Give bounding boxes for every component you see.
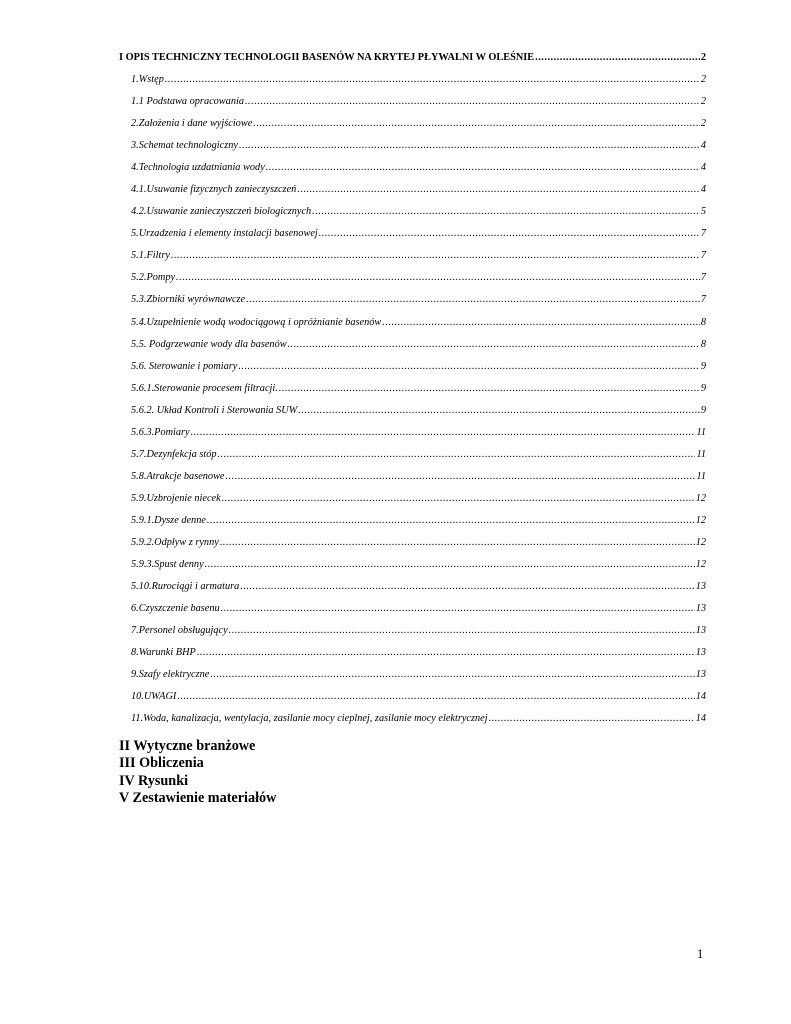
toc-entry-title: 5.6.3.Pomiary <box>131 426 190 438</box>
toc-entry[interactable] <box>131 140 706 162</box>
toc-entry[interactable] <box>131 647 706 669</box>
toc-entry[interactable] <box>131 96 706 118</box>
toc-entry[interactable] <box>131 493 706 515</box>
toc-leader-dots <box>319 228 700 239</box>
toc-leader-dots <box>297 184 700 195</box>
toc-entry-title: 5.9.2.Odpływ z rynny <box>131 536 219 548</box>
toc-entry-page: 12 <box>695 514 706 526</box>
toc-leader-dots <box>246 294 700 305</box>
toc-leader-dots <box>239 140 700 151</box>
toc-entry[interactable] <box>131 581 706 603</box>
toc-entry[interactable] <box>131 383 706 405</box>
toc-entry[interactable] <box>131 294 706 316</box>
section-heading: III Obliczenia <box>119 755 204 772</box>
toc-entry-page: 13 <box>695 647 706 659</box>
toc-entry[interactable] <box>131 713 706 735</box>
toc-leader-dots <box>191 427 696 438</box>
table-of-contents <box>131 74 706 735</box>
toc-entry-page: 11 <box>696 426 706 438</box>
toc-entry-page: 13 <box>695 669 706 681</box>
toc-entry-title: 5.Urzadzenia i elementy instalacji basenowej <box>131 228 318 240</box>
toc-entry[interactable] <box>131 559 706 581</box>
toc-leader-dots <box>197 647 695 658</box>
toc-entry-page: 9 <box>700 404 706 416</box>
toc-entry-page: 2 <box>700 118 706 130</box>
toc-leader-dots <box>165 74 700 85</box>
toc-entry-title: 5.8.Atrakcje basenowe <box>131 470 225 482</box>
toc-leader-dots <box>288 339 700 350</box>
toc-leader-dots <box>176 272 700 283</box>
toc-entry-title: 3.Schemat technologiczny <box>131 140 238 152</box>
toc-leader-dots <box>298 405 700 416</box>
section-heading: II Wytyczne branżowe <box>119 738 256 754</box>
toc-entry-title: 11.Woda, kanalizacja, wentylacja, zasilanie mocy cieplnej, zasilanie mocy elektrycznej <box>131 713 488 725</box>
toc-entry[interactable] <box>131 669 706 691</box>
toc-entry[interactable] <box>131 405 706 427</box>
toc-entry-page: 13 <box>695 581 706 593</box>
toc-entry[interactable] <box>131 427 706 449</box>
toc-entry-page: 4 <box>700 140 706 152</box>
toc-entry[interactable] <box>131 471 706 493</box>
toc-entry-page: 7 <box>700 294 706 306</box>
toc-entry[interactable] <box>131 206 706 228</box>
toc-main-heading-title: I OPIS TECHNICZNY TECHNOLOGII BASENÓW NA KRYTEJ PŁYWALNI W OLEŚNIE <box>119 52 535 63</box>
toc-entry-title: 5.4.Uzupełnienie wodą wodociągową i opróżnianie basenów <box>131 316 382 328</box>
toc-entry-page: 13 <box>695 603 706 615</box>
section-heading: IV Rysunki <box>119 772 189 789</box>
toc-entry-title: 10.UWAGI <box>131 691 177 703</box>
toc-entry-page: 12 <box>695 559 706 571</box>
toc-leader-dots <box>171 250 700 261</box>
toc-entry-title: 5.9.1.Dysze denne <box>131 514 206 526</box>
toc-leader-dots <box>266 162 700 173</box>
toc-leader-dots <box>489 713 695 724</box>
toc-entry-title: 2.Założenia i dane wyjściowe <box>131 118 253 130</box>
toc-main-heading[interactable] <box>119 52 706 63</box>
document-sections <box>119 738 276 807</box>
toc-entry-page: 11 <box>696 448 706 460</box>
toc-entry-page: 8 <box>700 316 706 328</box>
toc-leader-dots <box>240 581 694 592</box>
section-heading: V Zestawienie materiałów <box>119 789 277 806</box>
toc-entry-title: 5.6. Sterowanie i pomiary <box>131 360 238 372</box>
toc-entry[interactable] <box>131 118 706 140</box>
toc-entry[interactable] <box>131 449 706 471</box>
toc-entry[interactable] <box>131 339 706 361</box>
toc-leader-dots <box>210 669 694 680</box>
toc-entry[interactable] <box>131 317 706 339</box>
toc-entry-title: 5.1.Filtry <box>131 250 170 262</box>
toc-entry[interactable] <box>131 74 706 96</box>
toc-entry-title: 5.6.1.Sterowanie procesem filtracji. <box>131 382 278 394</box>
toc-leader-dots <box>222 493 695 504</box>
toc-entry-page: 7 <box>700 272 706 284</box>
toc-entry-title: 5.9.3.Spust denny <box>131 559 204 571</box>
toc-entry-page: 11 <box>696 470 706 482</box>
toc-entry[interactable] <box>131 537 706 559</box>
toc-entry[interactable] <box>131 228 706 250</box>
toc-entry-page: 2 <box>700 96 706 108</box>
toc-leader-dots <box>312 206 700 217</box>
toc-entry[interactable] <box>131 272 706 294</box>
toc-entry-title: 5.3.Zbiorniki wyrównawcze <box>131 294 246 306</box>
toc-entry-page: 9 <box>700 382 706 394</box>
toc-leader-dots <box>205 559 695 570</box>
toc-leader-dots <box>218 449 696 460</box>
toc-entry-title: 6.Czyszczenie basenu <box>131 603 220 615</box>
toc-entry[interactable] <box>131 515 706 537</box>
toc-leader-dots <box>226 471 696 482</box>
toc-entry-title: 8.Warunki BHP <box>131 647 196 659</box>
toc-entry-page: 5 <box>700 206 706 218</box>
toc-leader-dots <box>245 96 700 107</box>
toc-entry-title: 1.1 Podstawa opracowania <box>131 96 244 108</box>
page-number: 1 <box>697 947 704 961</box>
toc-entry[interactable] <box>131 625 706 647</box>
toc-entry-title: 5.5. Podgrzewanie wody dla basenów <box>131 338 287 350</box>
toc-entry-page: 13 <box>695 625 706 637</box>
toc-leader-dots <box>229 625 695 636</box>
toc-entry-page: 8 <box>700 338 706 350</box>
toc-entry-page: 12 <box>695 536 706 548</box>
toc-entry[interactable] <box>131 603 706 625</box>
toc-entry-title: 5.7.Dezynfekcja stóp <box>131 448 217 460</box>
toc-entry-page: 7 <box>700 250 706 262</box>
toc-leader-dots <box>207 515 695 526</box>
toc-leader-dots <box>177 691 694 702</box>
toc-entry-page: 9 <box>700 360 706 372</box>
toc-leader-dots <box>221 603 695 614</box>
toc-entry-title: 5.2.Pompy <box>131 272 176 284</box>
toc-entry-title: 5.9.Uzbrojenie niecek <box>131 492 221 504</box>
toc-entry[interactable] <box>131 361 706 383</box>
toc-entry-page: 14 <box>695 713 706 725</box>
toc-main-heading-page: 2 <box>700 52 706 63</box>
toc-entry-page: 7 <box>700 228 706 240</box>
toc-entry-title: 5.10.Rurociągi i armatura <box>131 581 240 593</box>
toc-entry-title: 9.Szafy elektryczne <box>131 669 210 681</box>
toc-entry[interactable] <box>131 250 706 272</box>
toc-entry-page: 14 <box>695 691 706 703</box>
toc-entry-title: 7.Personel obsługujący <box>131 625 228 637</box>
toc-entry-title: 1.Wstęp <box>131 74 164 85</box>
toc-leader-dots <box>253 118 700 129</box>
toc-entry-title: 4.Technologia uzdatniania wody <box>131 162 265 174</box>
toc-entry-title: 5.6.2. Układ Kontroli i Sterowania SUW <box>131 404 298 416</box>
toc-entry-page: 12 <box>695 492 706 504</box>
toc-entry-page: 2 <box>700 74 706 85</box>
toc-entry[interactable] <box>131 184 706 206</box>
toc-entry-page: 4 <box>700 184 706 196</box>
toc-entry-title: 4.2.Usuwanie zanieczyszczeń biologicznych <box>131 206 312 218</box>
toc-leader-dots <box>238 361 700 372</box>
toc-leader-dots <box>382 317 700 328</box>
toc-leader-dots <box>279 383 700 394</box>
toc-entry[interactable] <box>131 162 706 184</box>
toc-entry[interactable] <box>131 691 706 713</box>
toc-leader-dots <box>535 52 700 63</box>
toc-entry-title: 4.1.Usuwanie fizycznych zanieczyszczeń <box>131 184 297 196</box>
toc-entry-page: 4 <box>700 162 706 174</box>
toc-leader-dots <box>220 537 695 548</box>
